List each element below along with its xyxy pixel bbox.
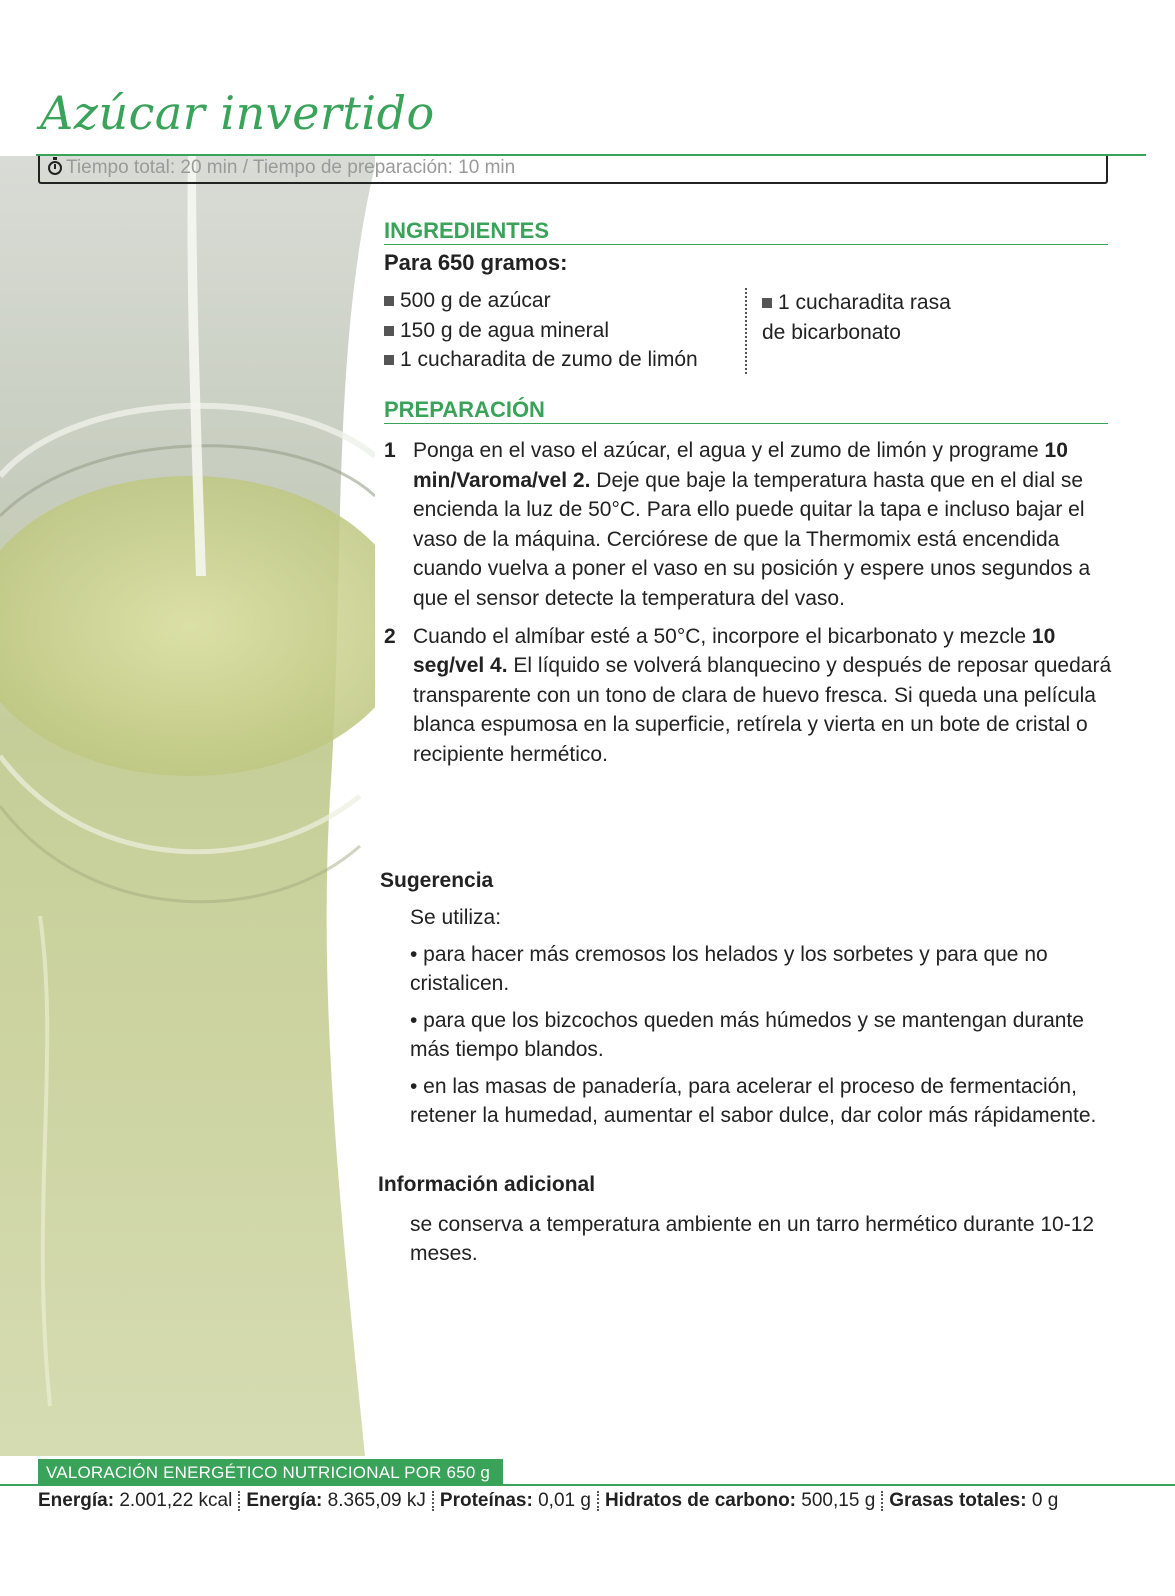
nutrition-header: VALORACIÓN ENERGÉTICO NUTRICIONAL POR 650 g: [38, 1459, 503, 1485]
time-bar: [38, 156, 1108, 184]
ingredients-heading: INGREDIENTES: [384, 218, 550, 243]
nutrition-item: Energía: 8.365,09 kJ: [246, 1490, 426, 1511]
step-1: 1 Ponga en el vaso el azúcar, el agua y el zumo de limón y programe 10 min/Varoma/vel 2. Deje que baje la temperatura hasta que en el dial se encienda la luz de 50°C. Para ello puede quitar la tapa e incluso bajar el vaso de la máquina. Cerciórese de que la Thermomix está encendida cuando vuelva a poner el vaso en su posición y espere unos segundos a que el sensor detecte la temperatura del vaso.: [384, 436, 1114, 614]
ingredients-divider: [745, 288, 747, 374]
suggestion-item: • para que los bizcochos queden más húmedos y se mantengan durante más tiempo blandos.: [410, 1009, 1084, 1061]
suggestion-item: • para hacer más cremosos los helados y los sorbetes y para que no cristalicen.: [410, 943, 1048, 995]
nutrition-item: Grasas totales: 0 g: [889, 1490, 1059, 1511]
square-bullet-icon: [384, 326, 394, 336]
preparation-steps: [384, 436, 1114, 778]
yield-label: Para 650 gramos:: [384, 250, 568, 275]
suggestion-intro: Se utiliza:: [410, 906, 502, 929]
nutrition-row: [38, 1490, 1058, 1512]
preparation-rule: [384, 423, 1108, 424]
nutrition-item: Hidratos de carbono: 500,15 g: [604, 1490, 876, 1511]
nutrition-item: Energía: 2.001,22 kcal: [38, 1490, 233, 1511]
square-bullet-icon: [384, 296, 394, 306]
suggestion-heading: Sugerencia: [380, 869, 494, 892]
ingredient-item: 1 cucharadita de zumo de limón: [384, 345, 698, 375]
step-number: 1: [384, 439, 396, 462]
time-info: [48, 157, 515, 179]
footer-rule: [0, 1484, 1175, 1486]
preparation-heading: PREPARACIÓN: [384, 397, 545, 422]
suggestion-item: • en las masas de panadería, para acelerar el proceso de fermentación, retener la humedad, aumentar el sabor dulce, dar color más rápidamente.: [410, 1075, 1097, 1127]
ingredient-item: 1 cucharadita rasa: [762, 288, 951, 318]
recipe-title: Azúcar invertido: [40, 86, 435, 140]
time-text: Tiempo total: 20 min / Tiempo de preparación: 10 min: [66, 157, 516, 178]
nutrition-divider: [432, 1491, 434, 1511]
additional-info-heading: Información adicional: [378, 1173, 596, 1196]
ingredient-item-cont: de bicarbonato: [762, 320, 901, 344]
nutrition-item: Proteínas: 0,01 g: [439, 1490, 591, 1511]
ingredient-item: 150 g de agua mineral: [384, 316, 698, 346]
square-bullet-icon: [762, 298, 772, 308]
step-number: 2: [384, 624, 396, 648]
ingredients-rule: [384, 244, 1108, 245]
nutrition-divider: [238, 1491, 240, 1511]
additional-info-text: se conserva a temperatura ambiente en un tarro hermético durante 10-12 meses.: [410, 1213, 1095, 1265]
ingredients-list-2: [762, 288, 951, 347]
suggestion-list: [410, 903, 1110, 1138]
step-2: 2 Cuando el almíbar esté a 50°C, incorpore el bicarbonato y mezcle 10 seg/vel 4. El líquido se volverá blanquecino y después de reposar quedará transparente con un tono de clara de huevo fresca. Si queda una película blanca espumosa en la superficie, retírela y vierta en un bote de cristal o recipiente hermético.: [384, 622, 1114, 770]
stopwatch-icon: [48, 161, 62, 175]
nutrition-divider: [881, 1491, 883, 1511]
square-bullet-icon: [384, 355, 394, 365]
ingredients-list: [384, 286, 698, 375]
ingredient-item: 500 g de azúcar: [384, 286, 698, 316]
nutrition-divider: [597, 1491, 599, 1511]
